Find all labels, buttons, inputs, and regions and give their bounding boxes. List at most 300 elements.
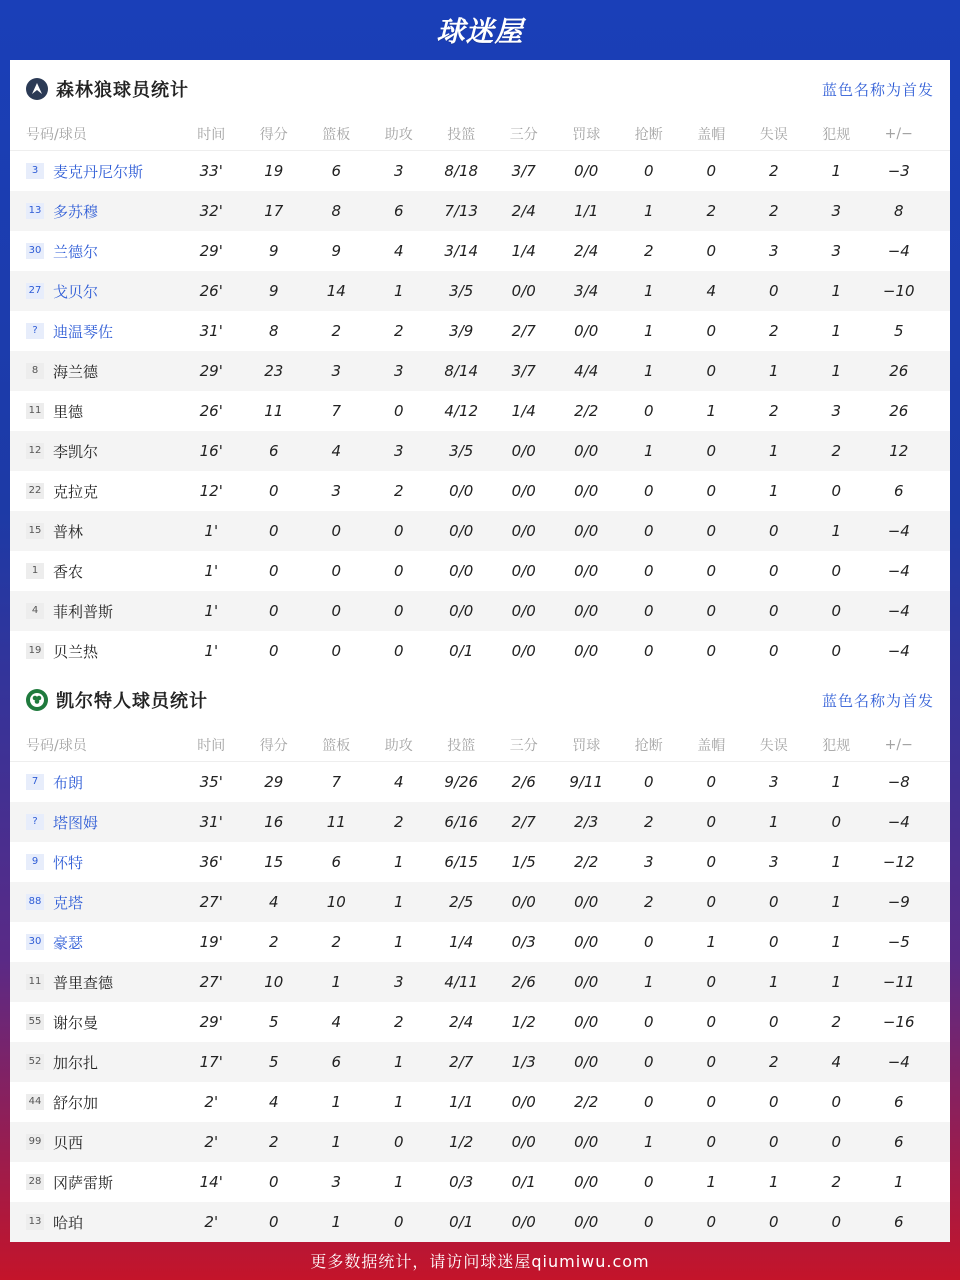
stat-rebounds: 10 (326, 893, 346, 911)
stat-steals: 0 (643, 1053, 654, 1071)
stat-steals: 2 (643, 813, 654, 831)
stat-plusminus: −8 (887, 773, 910, 791)
column-header-turnovers: 失误 (759, 127, 788, 143)
player-name-link[interactable]: 多苏穆 (53, 202, 99, 221)
stat-fg: 3/14 (444, 242, 479, 260)
player-cell (10, 932, 180, 953)
stat-turnovers: 2 (768, 162, 779, 180)
player-row[interactable] (10, 1162, 950, 1202)
player-cell (10, 241, 180, 262)
stat-points: 16 (264, 813, 284, 831)
player-name-link[interactable]: 李凯尔 (53, 442, 99, 461)
stat-rebounds: 1 (331, 973, 342, 991)
stat-points: 9 (268, 242, 279, 260)
stat-rebounds: 9 (331, 242, 342, 260)
footer-link[interactable]: 更多数据统计，请访问球迷屋qiumiwu.com (310, 1251, 650, 1271)
stat-assists: 1 (393, 282, 404, 300)
player-name-link[interactable]: 豪瑟 (53, 933, 84, 952)
column-header-fg: 投篮 (447, 738, 476, 754)
column-header-time: 时间 (197, 738, 226, 754)
stat-fg: 6/16 (444, 813, 479, 831)
player-name-link[interactable]: 塔图姆 (53, 813, 99, 832)
stat-steals: 0 (643, 1213, 654, 1231)
stat-time: 2' (204, 1093, 219, 1111)
stat-time: 17' (199, 1053, 223, 1071)
stat-ft: 0/0 (574, 1133, 599, 1151)
player-row[interactable] (10, 471, 950, 511)
jersey-number-badge: ? (26, 323, 44, 339)
stat-time: 29' (199, 1013, 223, 1031)
player-row[interactable] (10, 1122, 950, 1162)
stat-assists: 3 (393, 362, 404, 380)
player-name-link[interactable]: 普里查德 (53, 973, 114, 992)
starter-legend-note: 蓝色名称为首发 (821, 691, 934, 710)
stat-fg: 2/4 (449, 1013, 474, 1031)
team-section (10, 60, 950, 671)
stat-time: 27' (199, 973, 223, 991)
column-header-time: 时间 (197, 127, 226, 143)
stat-plusminus: 12 (889, 442, 909, 460)
stat-fouls: 1 (831, 522, 842, 540)
stat-fouls: 3 (831, 202, 842, 220)
stat-assists: 4 (393, 773, 404, 791)
stat-three: 2/6 (511, 773, 536, 791)
stat-blocks: 0 (706, 1093, 717, 1111)
stat-fouls: 1 (831, 282, 842, 300)
stat-assists: 2 (393, 322, 404, 340)
stat-fouls: 0 (831, 1133, 842, 1151)
column-header-ft: 罚球 (572, 127, 601, 143)
jersey-number-badge: 27 (26, 283, 44, 299)
player-name-link[interactable]: 克塔 (53, 893, 84, 912)
stat-plusminus: −4 (887, 813, 910, 831)
stat-blocks: 0 (706, 362, 717, 380)
column-header-blocks: 盖帽 (697, 738, 726, 754)
player-cell (10, 361, 180, 382)
stat-steals: 2 (643, 242, 654, 260)
column-header-row (10, 118, 950, 150)
stat-assists: 3 (393, 162, 404, 180)
stat-three: 0/0 (511, 562, 536, 580)
stat-blocks: 0 (706, 642, 717, 660)
stat-time: 29' (199, 362, 223, 380)
player-row[interactable] (10, 591, 950, 631)
stat-plusminus: 1 (893, 1173, 904, 1191)
stat-fg: 2/5 (449, 893, 474, 911)
stat-blocks: 0 (706, 322, 717, 340)
stat-plusminus: −9 (887, 893, 910, 911)
stat-fg: 0/1 (449, 1213, 474, 1231)
stat-time: 12' (199, 482, 223, 500)
stat-turnovers: 0 (768, 522, 779, 540)
player-name-link[interactable]: 菲利普斯 (53, 602, 114, 621)
column-header-assists: 助攻 (384, 738, 413, 754)
player-cell (10, 1132, 180, 1153)
stat-turnovers: 3 (768, 242, 779, 260)
stat-assists: 0 (393, 522, 404, 540)
player-row[interactable] (10, 431, 950, 471)
player-name-link[interactable]: 普林 (53, 522, 84, 541)
stat-turnovers: 1 (768, 442, 779, 460)
stat-assists: 1 (393, 853, 404, 871)
player-row[interactable] (10, 1002, 950, 1042)
stat-points: 23 (264, 362, 284, 380)
stat-three: 0/0 (511, 1133, 536, 1151)
stat-steals: 0 (643, 162, 654, 180)
starter-legend-note: 蓝色名称为首发 (821, 80, 934, 99)
stat-fouls: 0 (831, 562, 842, 580)
stat-points: 5 (268, 1053, 279, 1071)
stat-ft: 0/0 (574, 1053, 599, 1071)
stat-ft: 2/2 (574, 402, 599, 420)
column-header-plusminus: +/− (884, 737, 913, 753)
column-header-steals: 抢断 (634, 127, 663, 143)
stat-fg: 0/0 (449, 522, 474, 540)
stat-blocks: 0 (706, 813, 717, 831)
stat-time: 16' (199, 442, 223, 460)
jersey-number-badge: 52 (26, 1054, 44, 1070)
stat-three: 1/5 (511, 853, 536, 871)
stat-points: 0 (268, 522, 279, 540)
stat-assists: 0 (393, 562, 404, 580)
player-name-link[interactable]: 冈萨雷斯 (53, 1173, 114, 1192)
player-cell (10, 1052, 180, 1073)
player-row[interactable] (10, 842, 950, 882)
stat-assists: 6 (393, 202, 404, 220)
player-name-link[interactable]: 克拉克 (53, 482, 99, 501)
stat-turnovers: 0 (768, 562, 779, 580)
section-header (10, 671, 950, 729)
stat-time: 33' (199, 162, 223, 180)
stat-rebounds: 14 (326, 282, 346, 300)
stat-time: 35' (199, 773, 223, 791)
jersey-number-badge: 7 (26, 774, 44, 790)
stat-ft: 9/11 (569, 773, 604, 791)
stat-ft: 4/4 (574, 362, 599, 380)
stat-time: 1' (204, 642, 219, 660)
player-name-link[interactable]: 谢尔曼 (53, 1013, 99, 1032)
stat-time: 29' (199, 242, 223, 260)
stat-plusminus: 26 (889, 402, 909, 420)
stat-assists: 0 (393, 602, 404, 620)
stats-panel (10, 60, 950, 1240)
stat-blocks: 0 (706, 562, 717, 580)
stat-turnovers: 0 (768, 933, 779, 951)
stat-rebounds: 4 (331, 1013, 342, 1031)
player-row[interactable] (10, 631, 950, 671)
stat-three: 0/1 (511, 1173, 536, 1191)
player-cell (10, 321, 180, 342)
stat-time: 19' (199, 933, 223, 951)
jersey-number-badge: 19 (26, 643, 44, 659)
player-name-link[interactable]: 海兰德 (53, 362, 99, 381)
player-cell (10, 601, 180, 622)
stat-plusminus: −4 (887, 642, 910, 660)
jersey-number-badge: ? (26, 814, 44, 830)
stat-fouls: 3 (831, 402, 842, 420)
team-section (10, 671, 950, 1242)
stat-ft: 0/0 (574, 602, 599, 620)
column-header-assists: 助攻 (384, 127, 413, 143)
stat-ft: 2/3 (574, 813, 599, 831)
stat-rebounds: 3 (331, 1173, 342, 1191)
stat-ft: 0/0 (574, 562, 599, 580)
column-header-ft: 罚球 (572, 738, 601, 754)
player-name-link[interactable]: 贝西 (53, 1133, 84, 1152)
stat-fouls: 3 (831, 242, 842, 260)
stat-plusminus: −10 (882, 282, 915, 300)
column-header-player: 号码/球员 (26, 738, 87, 754)
stat-points: 0 (268, 1213, 279, 1231)
jersey-number-badge: 44 (26, 1094, 44, 1110)
stat-time: 2' (204, 1133, 219, 1151)
stat-plusminus: −4 (887, 1053, 910, 1071)
stat-points: 19 (264, 162, 284, 180)
stat-turnovers: 0 (768, 1213, 779, 1231)
stat-fouls: 4 (831, 1053, 842, 1071)
stat-rebounds: 7 (331, 773, 342, 791)
stat-points: 2 (268, 1133, 279, 1151)
stat-three: 0/0 (511, 1213, 536, 1231)
player-row[interactable] (10, 231, 950, 271)
player-name-link[interactable]: 戈贝尔 (53, 282, 99, 301)
stat-steals: 1 (643, 973, 654, 991)
jersey-number-badge: 13 (26, 1214, 44, 1230)
player-cell (10, 401, 180, 422)
stat-plusminus: −4 (887, 242, 910, 260)
player-name-link[interactable]: 迪温琴佐 (53, 322, 114, 341)
stat-time: 26' (199, 282, 223, 300)
stat-three: 0/3 (511, 933, 536, 951)
column-header-fg: 投篮 (447, 127, 476, 143)
stat-fouls: 0 (831, 813, 842, 831)
stat-steals: 0 (643, 402, 654, 420)
player-cell (10, 852, 180, 873)
jersey-number-badge: 88 (26, 894, 44, 910)
stat-plusminus: −4 (887, 522, 910, 540)
stat-fg: 4/12 (444, 402, 479, 420)
stat-ft: 3/4 (574, 282, 599, 300)
stat-steals: 0 (643, 1013, 654, 1031)
jersey-number-badge: 55 (26, 1014, 44, 1030)
stat-blocks: 1 (706, 402, 717, 420)
player-name-link[interactable]: 麦克丹尼尔斯 (53, 162, 144, 181)
stat-turnovers: 0 (768, 1093, 779, 1111)
player-name-link[interactable]: 舒尔加 (53, 1093, 99, 1112)
player-row[interactable] (10, 271, 950, 311)
stat-fouls: 1 (831, 853, 842, 871)
stat-fouls: 1 (831, 933, 842, 951)
stat-steals: 0 (643, 933, 654, 951)
column-header-rebounds: 篮板 (322, 127, 351, 143)
stat-fg: 1/2 (449, 1133, 474, 1151)
column-header-steals: 抢断 (634, 738, 663, 754)
player-cell (10, 1172, 180, 1193)
player-row[interactable] (10, 191, 950, 231)
player-row[interactable] (10, 1082, 950, 1122)
player-name-link[interactable]: 怀特 (53, 853, 84, 872)
stat-assists: 0 (393, 402, 404, 420)
stat-turnovers: 1 (768, 362, 779, 380)
stat-points: 0 (268, 602, 279, 620)
player-name-link[interactable]: 里德 (53, 402, 84, 421)
stat-points: 0 (268, 562, 279, 580)
stat-plusminus: −5 (887, 933, 910, 951)
stat-rebounds: 7 (331, 402, 342, 420)
stat-points: 9 (268, 282, 279, 300)
player-row[interactable] (10, 922, 950, 962)
stat-points: 0 (268, 1173, 279, 1191)
jersey-number-badge: 15 (26, 523, 44, 539)
player-row[interactable] (10, 551, 950, 591)
stat-ft: 2/2 (574, 1093, 599, 1111)
stat-plusminus: 26 (889, 362, 909, 380)
stat-plusminus: 8 (893, 202, 904, 220)
stat-ft: 0/0 (574, 893, 599, 911)
player-name-link[interactable]: 兰德尔 (53, 242, 99, 261)
stat-assists: 1 (393, 933, 404, 951)
stat-fouls: 1 (831, 322, 842, 340)
stat-plusminus: −16 (882, 1013, 915, 1031)
jersey-number-badge: 30 (26, 243, 44, 259)
column-header-blocks: 盖帽 (697, 127, 726, 143)
stat-assists: 2 (393, 482, 404, 500)
player-row[interactable] (10, 762, 950, 802)
jersey-number-badge: 8 (26, 363, 44, 379)
stat-time: 36' (199, 853, 223, 871)
stat-three: 2/4 (511, 202, 536, 220)
stat-steals: 1 (643, 282, 654, 300)
stat-assists: 0 (393, 1213, 404, 1231)
stat-fg: 3/9 (449, 322, 474, 340)
stat-plusminus: 6 (893, 1213, 904, 1231)
player-name-link[interactable]: 贝兰热 (53, 642, 99, 661)
stat-turnovers: 1 (768, 1173, 779, 1191)
section-header (10, 60, 950, 118)
team-heading (26, 687, 208, 713)
player-row[interactable] (10, 351, 950, 391)
stat-fg: 2/7 (449, 1053, 474, 1071)
player-row[interactable] (10, 311, 950, 351)
player-row[interactable] (10, 882, 950, 922)
stat-ft: 0/0 (574, 442, 599, 460)
player-cell (10, 521, 180, 542)
stat-fg: 9/26 (444, 773, 479, 791)
stat-rebounds: 1 (331, 1093, 342, 1111)
stat-plusminus: −11 (882, 973, 915, 991)
stat-fouls: 2 (831, 442, 842, 460)
team-heading (26, 76, 189, 102)
stat-blocks: 0 (706, 482, 717, 500)
stat-blocks: 0 (706, 442, 717, 460)
jersey-number-badge: 9 (26, 854, 44, 870)
stat-turnovers: 0 (768, 282, 779, 300)
jersey-number-badge: 28 (26, 1174, 44, 1190)
stat-fg: 0/0 (449, 482, 474, 500)
player-row[interactable] (10, 1042, 950, 1082)
column-header-row (10, 729, 950, 761)
stat-plusminus: −3 (887, 162, 910, 180)
stat-fouls: 0 (831, 602, 842, 620)
stat-turnovers: 0 (768, 1133, 779, 1151)
stat-points: 8 (268, 322, 279, 340)
stat-ft: 0/0 (574, 933, 599, 951)
jersey-number-badge: 12 (26, 443, 44, 459)
stat-turnovers: 0 (768, 1013, 779, 1031)
stat-ft: 2/4 (574, 242, 599, 260)
stat-fouls: 0 (831, 1213, 842, 1231)
stat-rebounds: 0 (331, 562, 342, 580)
player-cell (10, 772, 180, 793)
column-header-plusminus: +/− (884, 126, 913, 142)
stat-ft: 0/0 (574, 482, 599, 500)
stat-plusminus: 6 (893, 482, 904, 500)
stat-steals: 1 (643, 442, 654, 460)
player-cell (10, 972, 180, 993)
stat-ft: 1/1 (574, 202, 599, 220)
stat-three: 0/0 (511, 893, 536, 911)
stat-time: 31' (199, 813, 223, 831)
player-row[interactable] (10, 1202, 950, 1242)
stat-steals: 2 (643, 893, 654, 911)
player-name-link[interactable]: 加尔扎 (53, 1053, 99, 1072)
stat-blocks: 2 (706, 202, 717, 220)
stat-blocks: 0 (706, 602, 717, 620)
stat-points: 10 (264, 973, 284, 991)
player-row[interactable] (10, 391, 950, 431)
jersey-number-badge: 11 (26, 974, 44, 990)
player-row[interactable] (10, 151, 950, 191)
player-name-link[interactable]: 布朗 (53, 773, 84, 792)
jersey-number-badge: 1 (26, 563, 44, 579)
stat-time: 2' (204, 1213, 219, 1231)
column-header-three: 三分 (509, 127, 538, 143)
stat-plusminus: −12 (882, 853, 915, 871)
stat-time: 27' (199, 893, 223, 911)
player-row[interactable] (10, 802, 950, 842)
player-name-link[interactable]: 香农 (53, 562, 84, 581)
team-title: 凯尔特人球员统计 (56, 691, 208, 712)
stat-blocks: 0 (706, 242, 717, 260)
column-header-points: 得分 (259, 127, 288, 143)
stat-points: 29 (264, 773, 284, 791)
stat-ft: 0/0 (574, 1213, 599, 1231)
stat-turnovers: 0 (768, 893, 779, 911)
stat-fg: 1/1 (449, 1093, 474, 1111)
stat-plusminus: 5 (893, 322, 904, 340)
player-cell (10, 561, 180, 582)
player-row[interactable] (10, 962, 950, 1002)
stat-plusminus: 6 (893, 1093, 904, 1111)
stat-assists: 1 (393, 1053, 404, 1071)
stat-turnovers: 3 (768, 853, 779, 871)
stat-rebounds: 1 (331, 1133, 342, 1151)
player-name-link[interactable]: 哈珀 (53, 1213, 84, 1232)
player-cell (10, 1012, 180, 1033)
column-header-three: 三分 (509, 738, 538, 754)
stat-three: 0/0 (511, 642, 536, 660)
stat-assists: 2 (393, 813, 404, 831)
stat-fouls: 1 (831, 893, 842, 911)
stat-points: 5 (268, 1013, 279, 1031)
stat-turnovers: 2 (768, 1053, 779, 1071)
stat-time: 14' (199, 1173, 223, 1191)
stat-points: 15 (264, 853, 284, 871)
stat-turnovers: 2 (768, 322, 779, 340)
stat-steals: 3 (643, 853, 654, 871)
player-row[interactable] (10, 511, 950, 551)
jersey-number-badge: 30 (26, 934, 44, 950)
